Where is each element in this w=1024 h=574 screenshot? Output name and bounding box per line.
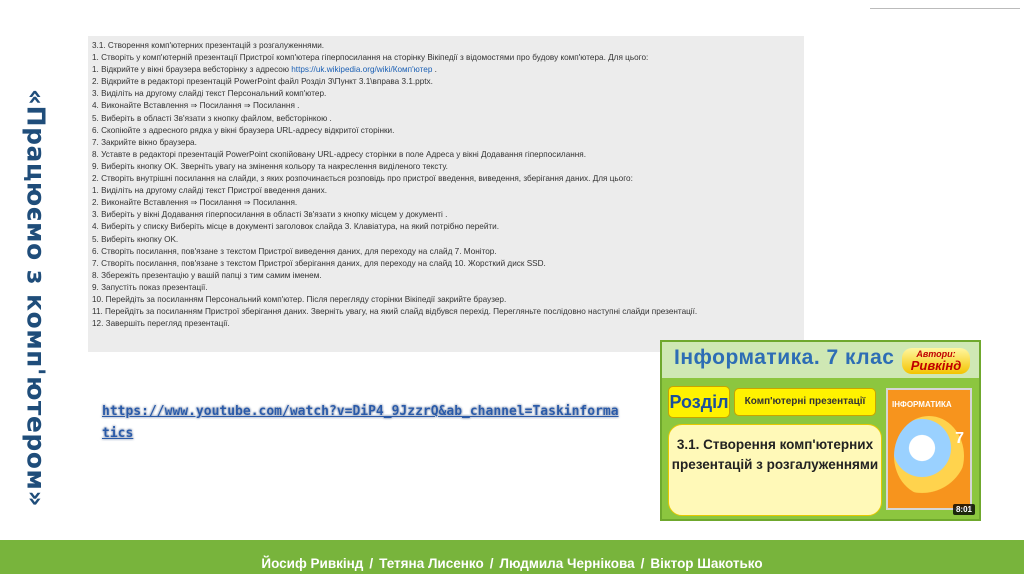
wikipedia-link[interactable]: https://uk.wikipedia.org/wiki/Комп'ютер xyxy=(291,65,433,75)
footer-credits xyxy=(0,556,1024,571)
footer-author: Людмила Чернікова xyxy=(499,556,635,571)
footer-author: Йосиф Ривкінд xyxy=(261,556,364,571)
instruction-line: 7. Створіть посилання, пов'язане з текстом Пристрої зберігання даних, для переходу на слайд 10. Жорсткий диск SSD. xyxy=(92,258,546,268)
instruction-line: 3. Виділіть на другому слайді текст Персональний комп'ютер. xyxy=(92,89,327,99)
video-thumbnail[interactable] xyxy=(660,340,981,521)
instruction-line: 3. Виберіть у вікні Додавання гіперпосилання в області Зв'язати з кнопку місцем у документі . xyxy=(92,210,448,220)
authors-name: Ривкінд xyxy=(910,358,962,373)
instruction-line: 2. Виконайте Вставлення ⇒ Посилання ⇒ Посилання. xyxy=(92,198,298,208)
instruction-line: 7. Закрийте вікно браузера. xyxy=(92,137,197,147)
instruction-line: 4. Виконайте Вставлення ⇒ Посилання ⇒ Посилання . xyxy=(92,101,300,111)
instruction-line: 9. Запустіть показ презентації. xyxy=(92,282,208,292)
instruction-line-text: 1. Відкрийте у вікні браузера вебсторінку з адресою xyxy=(92,65,289,75)
instruction-line: 2. Створіть внутрішні посилання на слайди, з яких розпочинається розповідь про пристрої введення, виведення, зберігання даних. Для цього: xyxy=(92,174,633,184)
lesson-title-box xyxy=(668,424,882,516)
authors-badge xyxy=(902,348,970,374)
instruction-line: 12. Завершіть перегляд презентації. xyxy=(92,319,230,329)
authors-label: Автори: xyxy=(916,349,956,359)
footer-author: Тетяна Лисенко xyxy=(379,556,484,571)
instruction-line: 11. Перейдіть за посиланням Пристрої зберігання даних. Зверніть увагу, на який слайд відбувся перехід. Перегляньте послідовно наступні слайди презентації. xyxy=(92,307,698,317)
instruction-line: 6. Скопіюйте з адресного рядка у вікні браузера URL-адресу відкритої сторінки. xyxy=(92,125,395,135)
course-title: Інформатика. 7 клас xyxy=(674,346,895,369)
textbook-globe-icon xyxy=(894,416,964,496)
instruction-line: 9. Виберіть кнопку OK. Зверніть увагу на змінення кольору та накреслення виділеного тексту. xyxy=(92,161,448,171)
instruction-line: 4. Виберіть у списку Виберіть місце в документі заголовок слайда 3. Клавіатура, на який потрібно перейти. xyxy=(92,222,499,232)
youtube-video-link[interactable]: https://www.youtube.com/watch?v=DiP4_9JzzrQ&ab_channel=Taskinformatics xyxy=(102,404,619,441)
vertical-slide-title xyxy=(16,74,56,522)
footer-separator: / xyxy=(369,556,374,571)
footer-separator: / xyxy=(489,556,494,571)
footer-separator: / xyxy=(640,556,645,571)
section-name: Комп'ютерні презентації xyxy=(734,388,876,416)
top-divider xyxy=(870,8,1020,9)
instruction-line: 8. Уставте в редакторі презентацій PowerPoint скопійовану URL-адресу сторінки в поле Адреса у вікні Додавання гіперпосилання. xyxy=(92,149,587,159)
instruction-line: 10. Перейдіть за посиланням Персональний комп'ютер. Після перегляду сторінки Вікіпедії закрийте браузер. xyxy=(92,294,507,304)
wikipedia-link-suffix: . xyxy=(432,65,437,75)
instruction-line: 8. Збережіть презентацію у вашій папці з тим самим іменем. xyxy=(92,270,322,280)
textbook-title: ІНФОРМАТИКА xyxy=(892,400,952,409)
footer-author: Віктор Шакотько xyxy=(650,556,763,571)
video-duration-badge: 8:01 xyxy=(953,504,975,515)
instruction-line: 1. Створіть у комп'ютерній презентації Пристрої комп'ютера гіперпосилання на сторінку Вікіпедії з відомостями про будову комп'ютера. Для цього: xyxy=(92,53,649,63)
lesson-title: 3.1. Створення комп'ютерних презентацій з розгалуженнями xyxy=(671,437,879,472)
instruction-line: 5. Виберіть кнопку OK. xyxy=(92,234,179,244)
section-number: Розділ xyxy=(668,386,730,418)
instruction-line: 6. Створіть посилання, пов'язане з текстом Пристрої виведення даних, для переходу на слайд 7. Монітор. xyxy=(92,246,497,256)
instruction-line: 5. Виберіть в області Зв'язати з кнопку файлом, вебсторінкою . xyxy=(92,113,332,123)
instruction-line: 1. Виділіть на другому слайді текст Пристрої введення даних. xyxy=(92,186,327,196)
instruction-line: 2. Відкрийте в редакторі презентацій PowerPoint файл Розділ 3\Пункт 3.1\вправа 3.1.pptx. xyxy=(92,77,433,87)
instruction-line: 3.1. Створення комп'ютерних презентацій з розгалуженнями. xyxy=(92,41,325,50)
vertical-slide-title-text: «Працюємо з комп'ютером» xyxy=(21,89,51,507)
textbook-grade: 7 xyxy=(955,430,964,447)
instructions-panel xyxy=(88,36,804,352)
instruction-line-with-link xyxy=(92,64,804,76)
textbook-cover xyxy=(886,388,972,510)
footer-bar xyxy=(0,540,1024,574)
